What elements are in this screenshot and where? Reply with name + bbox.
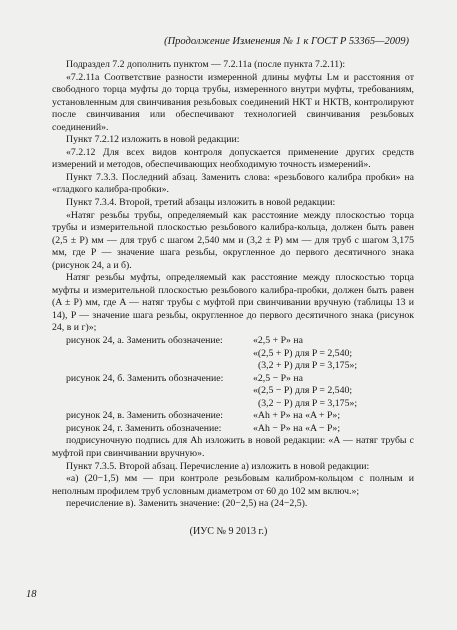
page-header: (Продолжение Изменения № 1 к ГОСТ Р 53365—2009): [164, 36, 409, 47]
paragraph: Подраздел 7.2 дополнить пунктом — 7.2.11а (после пункта 7.2.11):: [66, 59, 346, 70]
paragraph: перечисление в). Заменить значение: (20−2,5) на (24−2,5).: [66, 498, 308, 510]
figure-line-value: «(2,5 + P) для P = 2,540;: [253, 347, 353, 359]
paragraph: Пункт 7.3.4. Второй, третий абзацы изложить в новой редакции:: [66, 197, 336, 209]
figure-line: [52, 373, 414, 386]
figure-line-label: рисунок 24, б. Заменить обозначение:: [66, 372, 224, 384]
page-number: 18: [26, 589, 37, 600]
figure-line-label: [52, 360, 253, 373]
figure-line: [52, 398, 414, 411]
figure-line-label: рисунок 24, г. Заменить обозначение:: [66, 422, 222, 434]
figure-line-label: рисунок 24, в. Заменить обозначение:: [66, 410, 223, 422]
figure-line-value: «2,5 − P» на: [253, 372, 303, 384]
ius-reference: (ИУС № 9 2013 г.): [189, 526, 268, 537]
paragraph: «а) (20−1,5) мм — при контроле резьбовым калибром-кольцом с полным и неполным профилем труб условным диаметром от 60 до 102 мм включ.»;: [52, 473, 414, 497]
paragraph: Пункт 7.3.5. Второй абзац. Перечисление а) изложить в новой редакции:: [66, 460, 370, 472]
figure-line-value: (3,2 + P) для P = 3,175»;: [258, 360, 358, 372]
paragraph: Пункт 7.2.12 изложить в новой редакции:: [66, 134, 240, 146]
figure-line: [52, 335, 414, 348]
figure-line-value: (3,2 − P) для P = 3,175»;: [258, 397, 358, 409]
figure-line: [52, 348, 414, 361]
figure-line: [52, 385, 414, 398]
figure-line: [52, 410, 414, 423]
figure-line-label: рисунок 24, а. Заменить обозначение:: [66, 335, 223, 347]
figure-line: [52, 423, 414, 436]
paragraph: подрисуночную подпись для Ah изложить в новой редакции: «A — натяг трубы с муфтой при свинчивании вручную».: [52, 435, 414, 459]
paragraph: «7.2.12 Для всех видов контроля допускается применение других средств измерений и методов, обеспечивающих необходимую точность измерений».: [52, 146, 414, 171]
figure-line-label: [52, 348, 253, 361]
figure-line-value: «(2,5 − P) для P = 2,540;: [253, 385, 353, 397]
figure-line-label: [52, 398, 253, 411]
figure-line-value: «Ah − P» на «A − P»;: [253, 422, 341, 434]
figure-line-label: [52, 385, 253, 398]
paragraph: Пункт 7.3.3. Последний абзац. Заменить слова: «резьбового калибра пробки» на «гладкого калибра-пробки».: [52, 171, 414, 196]
figure-line: [52, 360, 414, 373]
paragraph: «Натяг резьбы трубы, определяемый как расстояние между плоскостью торца трубы и измерительной плоскостью резьбового калибра-кольца, должен быть равен (2,5 ± P) мм — для труб с шагом 2,540 мм и (3,2 ± P) мм — для труб с шагом 3,175 мм, где P — значение шага резьбы, округленное до первого десятичного знака (рисунок 24, а и б).: [52, 209, 414, 271]
paragraph: «7.2.11а Соответствие разности измеренной длины муфты Lм и расстояния от свободного торца муфты до торца трубы, измеренного внутри муфты, требованиям, установленным для свинчивания резьбовых соединений НКТ и НКТВ, контролируют после свинчивания или обеспечивают технологией свинчивания резьбовых соединений».: [52, 71, 414, 133]
figure-line-value: «2,5 + P» на: [253, 335, 303, 347]
paragraph: Натяг резьбы муфты, определяемый как расстояние между плоскостью торца муфты и измерительной плоскостью резьбового калибра-пробки, должен быть равен (A ± P) мм, где A — натяг трубы с муфтой при свинчивании вручную (таблицы 13 и 14), P — значение шага резьбы, округленное до первого десятичного знака (рисунок 24, в и г)»;: [52, 272, 414, 334]
document-body: [52, 59, 414, 511]
figure-line-value: «Ah + P» на «A + P»;: [253, 410, 341, 422]
